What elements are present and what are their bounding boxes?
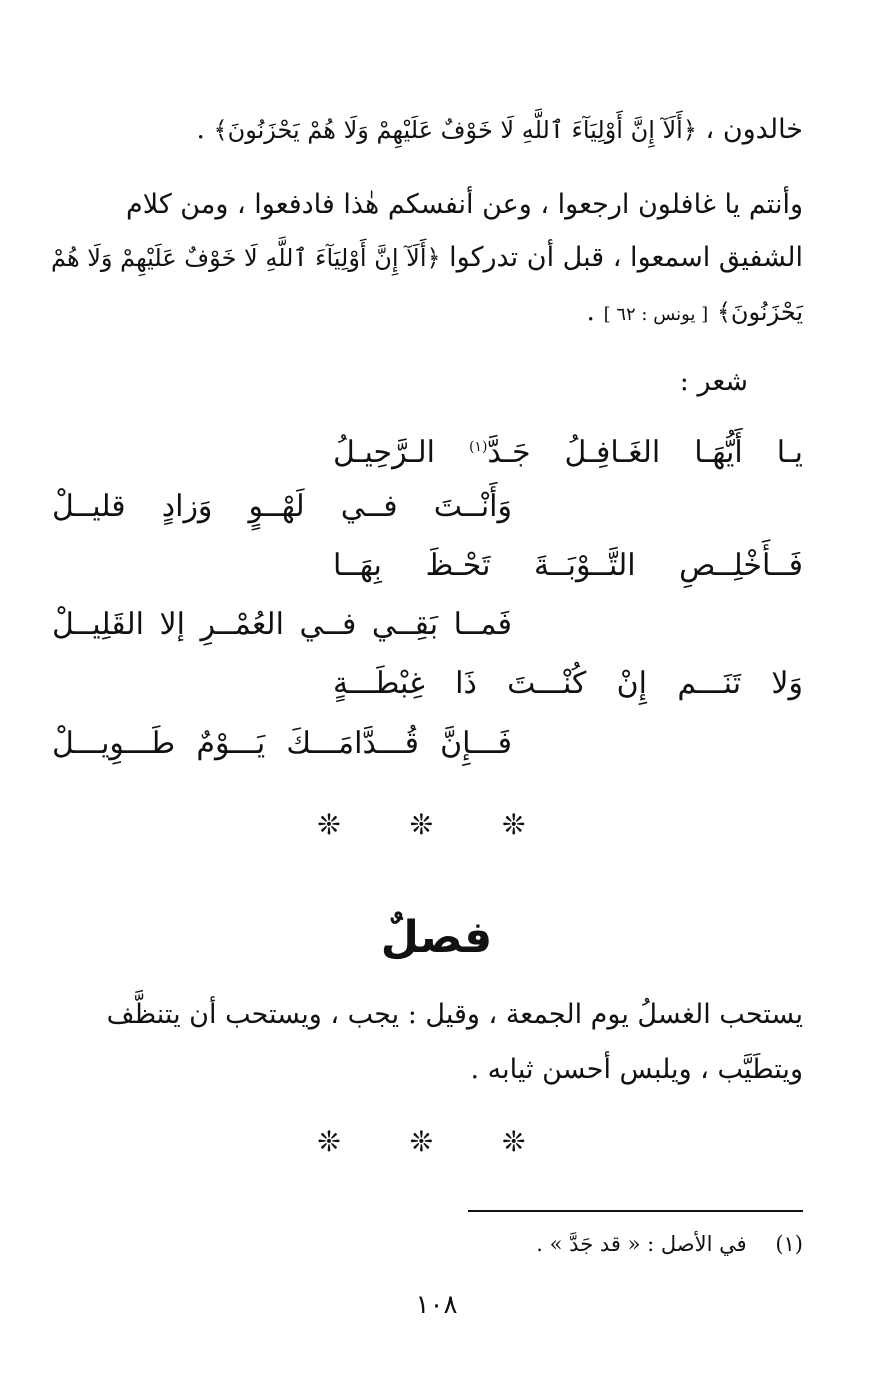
quran-reference: [ يونس : ٦٢ ] [603, 304, 709, 325]
poem-verse-1-second: وَأَنْــتَ فــي لَهْــوٍ وَزادٍ قليــلْ [52, 489, 512, 524]
exhortation-line-1: وأنتم يا غافلون ارجعوا ، وعن أنفسكم هٰذا فادفعوا ، ومن كلام [126, 189, 803, 220]
exhortation-line-2 [50, 238, 803, 278]
poem-label: شعر : [679, 366, 748, 397]
footnote-mark: (١) [468, 439, 488, 455]
top-line [50, 110, 803, 150]
exhortation-line-2-text: الشفيق اسمعوا ، قبل أن تدركوا [449, 242, 803, 273]
poem-hemistich-end: الـرَّحِيـلُ [333, 435, 469, 470]
quran-verse: يَحْزَنُونَ﴾ [716, 298, 803, 326]
top-line-end: . [196, 114, 205, 145]
poem-verse-3-second: فَـــإِنَّ قُـــدَّامَـــكَ يَـــوْمٌ طَـــوِيـــلْ [52, 726, 512, 761]
poem-hemistich: يـا أَيُّهَـا الغَـافِـلُ جَـدَّ [487, 435, 804, 470]
poem-verse-2-second: فَمــا بَقِــي فــي العُمْــرِ إلا القَلِيــلْ [52, 607, 512, 642]
top-line-text: خالدون ، [705, 114, 803, 145]
page-number: ١٠٨ [415, 1290, 458, 1320]
poem-verse-3-first: وَلا تَنَـــم إِنْ كُنْـــتَ ذَا غِبْطَـــةٍ [333, 666, 803, 701]
footnote-text: في الأصل : « قد جَدَّ » . [536, 1232, 747, 1256]
poem-verse-2-first: فَــأَخْلِــصِ التَّــوْبَــةَ تَحْـظَ بِهَــا [333, 548, 803, 583]
section-line-2: ويتطَيَّب ، ويلبس أحسن ثيابه . [470, 1054, 803, 1085]
exhortation-line-3-end: . [586, 296, 595, 327]
quran-verse: ﴿أَلَآ إِنَّ أَوْلِيَآءَ ٱللَّهِ لَا خَوْفٌ عَلَيْهِمْ وَلَا هُمْ [50, 244, 441, 272]
separator-stars-2: ❊ ❊ ❊ [317, 1125, 556, 1158]
separator-stars: ❊ ❊ ❊ [317, 808, 556, 841]
footnote-number: (١) [775, 1232, 803, 1256]
footnote [536, 1232, 803, 1256]
section-line-1: يستحب الغسلُ يوم الجمعة ، وقيل : يجب ، ويستحب أن يتنظَّف [106, 999, 803, 1030]
poem-verse-1-first [333, 425, 803, 475]
exhortation-line-3 [50, 292, 803, 335]
quran-verse: ﴿أَلَآ إِنَّ أَوْلِيَآءَ ٱللَّهِ لَا خَوْفٌ عَلَيْهِمْ وَلَا هُمْ يَحْزَنُونَ﴾ [213, 116, 697, 144]
footnote-rule [468, 1210, 803, 1212]
section-heading: فصلٌ [380, 912, 493, 963]
